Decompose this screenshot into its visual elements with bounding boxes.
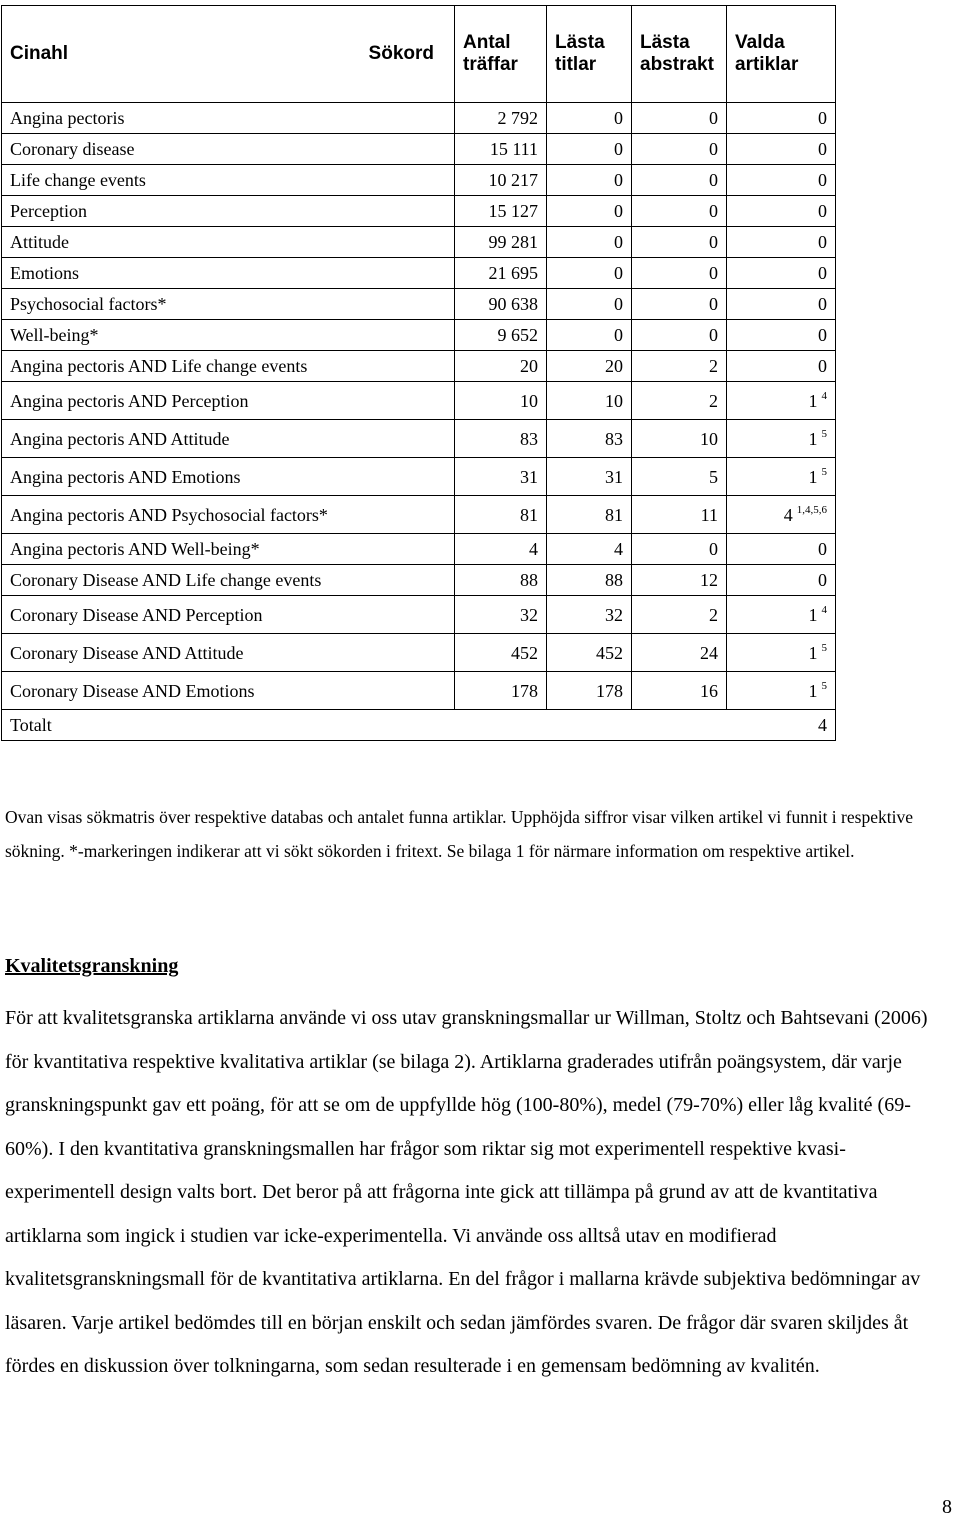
titles-cell: 0 xyxy=(547,320,632,351)
abstracts-cell: 11 xyxy=(632,496,727,534)
term-cell: Coronary Disease AND Life change events xyxy=(2,565,455,596)
titles-cell: 0 xyxy=(547,196,632,227)
term-cell: Attitude xyxy=(2,227,455,258)
titles-cell: 178 xyxy=(547,672,632,710)
selected-count: 1 xyxy=(808,390,818,411)
total-value: 4 xyxy=(727,710,836,741)
term-cell: Angina pectoris xyxy=(2,103,455,134)
hits-cell: 178 xyxy=(455,672,547,710)
selected-cell xyxy=(727,458,836,496)
term-cell: Emotions xyxy=(2,258,455,289)
abstracts-cell: 0 xyxy=(632,134,727,165)
selected-count: 0 xyxy=(818,170,827,190)
header-antal-traffar: Antal träffar xyxy=(455,6,547,103)
article-reference-superscript: 4 xyxy=(821,389,827,402)
table-row xyxy=(2,103,836,134)
term-cell: Coronary disease xyxy=(2,134,455,165)
titles-cell: 0 xyxy=(547,258,632,289)
abstracts-cell: 0 xyxy=(632,258,727,289)
selected-cell xyxy=(727,320,836,351)
titles-cell: 20 xyxy=(547,351,632,382)
page-number: 8 xyxy=(942,1496,952,1518)
hits-cell: 10 217 xyxy=(455,165,547,196)
titles-cell: 88 xyxy=(547,565,632,596)
table-row xyxy=(2,634,836,672)
selected-count: 0 xyxy=(818,325,827,345)
titles-cell: 10 xyxy=(547,382,632,420)
titles-cell: 0 xyxy=(547,165,632,196)
abstracts-cell: 2 xyxy=(632,382,727,420)
section-heading: Kvalitetsgranskning xyxy=(5,955,179,977)
selected-cell xyxy=(727,565,836,596)
selected-count: 1 xyxy=(808,604,818,625)
header-lasta-abstrakt: Lästa abstrakt xyxy=(632,6,727,103)
header-cinahl: Cinahl xyxy=(10,43,69,64)
hits-cell: 20 xyxy=(455,351,547,382)
abstracts-cell: 0 xyxy=(632,196,727,227)
abstracts-cell: 0 xyxy=(632,289,727,320)
search-matrix-table xyxy=(1,5,836,741)
titles-cell: 83 xyxy=(547,420,632,458)
total-row xyxy=(2,710,836,741)
term-cell: Angina pectoris AND Life change events xyxy=(2,351,455,382)
hits-cell: 4 xyxy=(455,534,547,565)
hits-cell: 90 638 xyxy=(455,289,547,320)
table-row xyxy=(2,565,836,596)
term-cell: Angina pectoris AND Perception xyxy=(2,382,455,420)
selected-count: 1 xyxy=(808,428,818,449)
table-row xyxy=(2,458,836,496)
abstracts-cell: 12 xyxy=(632,565,727,596)
selected-count: 0 xyxy=(818,263,827,283)
abstracts-cell: 0 xyxy=(632,320,727,351)
titles-cell: 0 xyxy=(547,103,632,134)
titles-cell: 81 xyxy=(547,496,632,534)
selected-cell xyxy=(727,534,836,565)
selected-cell xyxy=(727,351,836,382)
selected-cell xyxy=(727,134,836,165)
titles-cell: 32 xyxy=(547,596,632,634)
selected-count: 0 xyxy=(818,294,827,314)
selected-cell xyxy=(727,196,836,227)
table-row xyxy=(2,165,836,196)
term-cell: Life change events xyxy=(2,165,455,196)
table-row xyxy=(2,382,836,420)
header-valda-artiklar: Valda artiklar xyxy=(727,6,836,103)
table-caption: Ovan visas sökmatris över respektive databas och antalet funna artiklar. Upphöjda siffror visar vilken artikel vi funnit i respektive sökning. *-markeringen indikerar att vi sökt sökorden i fritext. Se bilaga 1 för närmare information om respektive artikel. xyxy=(5,807,913,861)
selected-cell xyxy=(727,289,836,320)
table-header xyxy=(2,6,836,103)
abstracts-cell: 0 xyxy=(632,165,727,196)
table-row xyxy=(2,196,836,227)
hits-cell: 2 792 xyxy=(455,103,547,134)
selected-cell xyxy=(727,496,836,534)
term-cell: Perception xyxy=(2,196,455,227)
table-row xyxy=(2,672,836,710)
selected-count: 1 xyxy=(808,642,818,663)
table-row xyxy=(2,134,836,165)
abstracts-cell: 10 xyxy=(632,420,727,458)
table-row xyxy=(2,534,836,565)
titles-cell: 452 xyxy=(547,634,632,672)
hits-cell: 99 281 xyxy=(455,227,547,258)
term-cell: Angina pectoris AND Attitude xyxy=(2,420,455,458)
selected-count: 0 xyxy=(818,232,827,252)
hits-cell: 32 xyxy=(455,596,547,634)
table-row xyxy=(2,289,836,320)
abstracts-cell: 24 xyxy=(632,634,727,672)
table-row xyxy=(2,320,836,351)
hits-cell: 88 xyxy=(455,565,547,596)
abstracts-cell: 0 xyxy=(632,534,727,565)
selected-cell xyxy=(727,420,836,458)
selected-count: 0 xyxy=(818,356,827,376)
hits-cell: 10 xyxy=(455,382,547,420)
article-reference-superscript: 1,4,5,6 xyxy=(796,503,827,516)
article-reference-superscript: 5 xyxy=(821,641,827,654)
table-row xyxy=(2,351,836,382)
selected-count: 1 xyxy=(808,466,818,487)
term-cell: Angina pectoris AND Emotions xyxy=(2,458,455,496)
table-row xyxy=(2,258,836,289)
table-row xyxy=(2,420,836,458)
selected-cell xyxy=(727,103,836,134)
article-reference-superscript: 5 xyxy=(821,679,827,692)
total-label: Totalt xyxy=(2,710,727,741)
hits-cell: 15 127 xyxy=(455,196,547,227)
selected-count: 4 xyxy=(783,504,793,525)
selected-count: 0 xyxy=(818,201,827,221)
titles-cell: 4 xyxy=(547,534,632,565)
abstracts-cell: 2 xyxy=(632,351,727,382)
titles-cell: 31 xyxy=(547,458,632,496)
selected-cell xyxy=(727,672,836,710)
selected-cell xyxy=(727,227,836,258)
abstracts-cell: 5 xyxy=(632,458,727,496)
header-sokord: Sökord xyxy=(368,43,434,64)
table-row xyxy=(2,596,836,634)
abstracts-cell: 0 xyxy=(632,103,727,134)
hits-cell: 31 xyxy=(455,458,547,496)
term-cell: Coronary Disease AND Attitude xyxy=(2,634,455,672)
term-cell: Well-being* xyxy=(2,320,455,351)
selected-count: 0 xyxy=(818,108,827,128)
article-reference-superscript: 5 xyxy=(821,427,827,440)
titles-cell: 0 xyxy=(547,227,632,258)
table-row xyxy=(2,496,836,534)
term-cell: Psychosocial factors* xyxy=(2,289,455,320)
abstracts-cell: 0 xyxy=(632,227,727,258)
selected-count: 0 xyxy=(818,539,827,559)
table-row xyxy=(2,227,836,258)
abstracts-cell: 16 xyxy=(632,672,727,710)
article-reference-superscript: 4 xyxy=(821,603,827,616)
hits-cell: 83 xyxy=(455,420,547,458)
titles-cell: 0 xyxy=(547,289,632,320)
hits-cell: 9 652 xyxy=(455,320,547,351)
hits-cell: 21 695 xyxy=(455,258,547,289)
selected-cell xyxy=(727,634,836,672)
abstracts-cell: 2 xyxy=(632,596,727,634)
hits-cell: 81 xyxy=(455,496,547,534)
selected-cell xyxy=(727,258,836,289)
term-cell: Coronary Disease AND Perception xyxy=(2,596,455,634)
table-body xyxy=(2,103,836,741)
hits-cell: 452 xyxy=(455,634,547,672)
selected-cell xyxy=(727,596,836,634)
section-paragraph: För att kvalitetsgranska artiklarna använde vi oss utav granskningsmallar ur Willman, Stoltz och Bahtsevani (2006) för kvantitativa respektive kvalitativa artiklar (se bilaga 2). Artiklarna graderades utifrån poängsystem, där varje granskningspunkt gav ett poäng, för att se om de uppfyllde hög (100-80%), medel (79-70%) eller låg kvalité (69-60%). I den kvantitativa granskningsmallen har frågor som riktar sig mot experimentell respektive kvasi-experimentell design valts bort. Det beror på att frågorna inte gick att tillämpa på grund av att de kvantitativa artiklarna som ingick i studien var icke-experimentella. Vi använde oss alltså utav en modifierad kvalitetsgranskningsmall för de kvantitativa artiklarna. En del frågor i mallarna krävde subjektiva bedömningar av läsaren. Varje artikel bedömdes till en början enskilt och sedan jämfördes svaren. De frågor där svaren skiljdes åt fördes en diskussion över tolkningarna, som sedan resulterade i en gemensam bedömning av kvalitén. xyxy=(5,1007,928,1377)
hits-cell: 15 111 xyxy=(455,134,547,165)
term-cell: Coronary Disease AND Emotions xyxy=(2,672,455,710)
selected-count: 0 xyxy=(818,139,827,159)
selected-cell xyxy=(727,382,836,420)
selected-cell xyxy=(727,165,836,196)
term-cell: Angina pectoris AND Psychosocial factors* xyxy=(2,496,455,534)
term-cell: Angina pectoris AND Well-being* xyxy=(2,534,455,565)
article-reference-superscript: 5 xyxy=(821,465,827,478)
titles-cell: 0 xyxy=(547,134,632,165)
header-database-and-terms xyxy=(2,6,455,103)
selected-count: 1 xyxy=(808,680,818,701)
selected-count: 0 xyxy=(818,570,827,590)
header-lasta-titlar: Lästa titlar xyxy=(547,6,632,103)
